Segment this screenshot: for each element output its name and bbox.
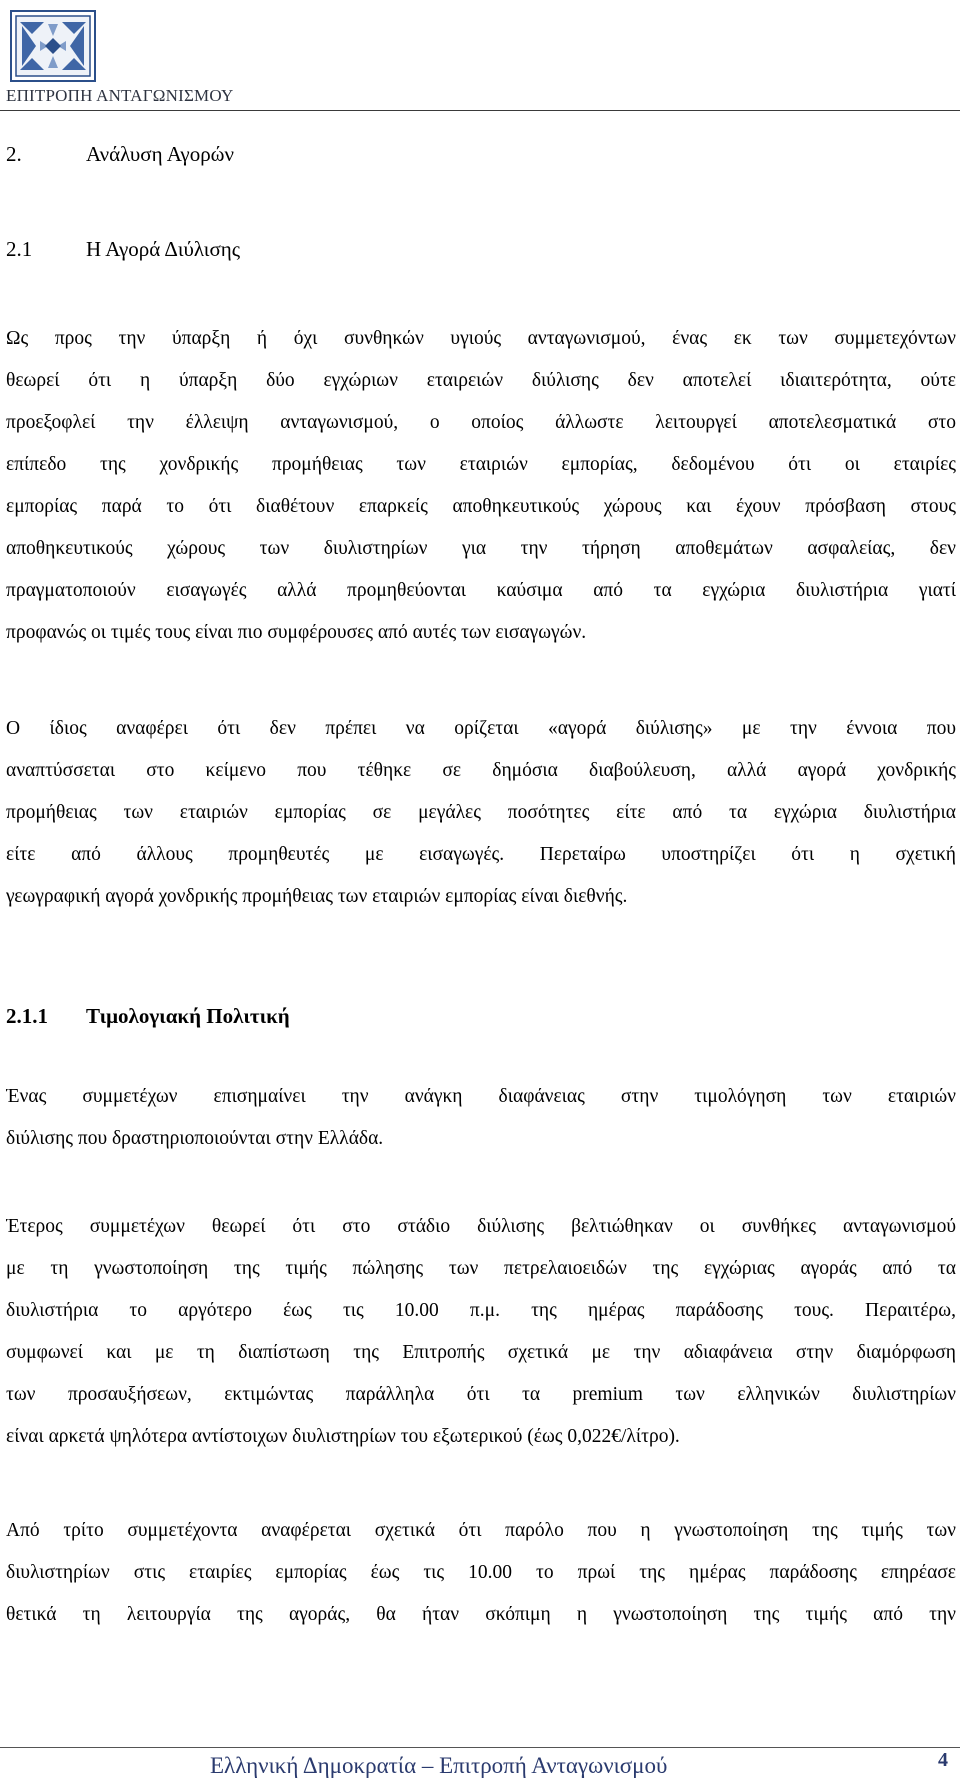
competition-commission-logo-icon	[10, 10, 96, 82]
paragraph-2	[6, 708, 956, 918]
paragraph-line: συμφωνεί και με τη διαπίστωση της Επιτροπής σχετικά με την αδιαφάνεια στην διαμόρφωση	[6, 1342, 956, 1363]
paragraph-line: θετικά τη λειτουργία της αγοράς, θα ήταν σκόπιμη η γνωστοποίηση της τιμής από την	[6, 1604, 956, 1625]
paragraph-line: Έτερος συμμετέχων θεωρεί ότι στο στάδιο διύλισης βελτιώθηκαν οι συνθήκες ανταγωνισμού	[6, 1216, 956, 1237]
paragraph-line: είναι αρκετά ψηλότερα αντίστοιχων διυλιστηρίων του εξωτερικού (έως 0,022€/λίτρο).	[6, 1426, 680, 1447]
footer-divider	[0, 1747, 960, 1748]
paragraph-line: με τη γνωστοποίηση της τιμής πώλησης των πετρελαιοειδών της εγχώριας αγοράς από τα	[6, 1258, 956, 1279]
paragraph-line: προφανώς οι τιμές τους είναι πιο συμφέρουσες από αυτές των εισαγωγών.	[6, 622, 587, 643]
page-header	[0, 0, 960, 112]
paragraph-line: πραγματοποιούν εισαγωγές αλλά προμηθεύονται καύσιμα από τα εγχώρια διυλιστήρια γιατί	[6, 580, 956, 601]
paragraph-line: γεωγραφική αγορά χονδρικής προμήθειας των εταιριών εμπορίας είναι διεθνής.	[6, 886, 628, 907]
paragraph-line: αποθηκευτικούς χώρους των διυλιστηρίων για την τήρηση αποθεμάτων ασφαλείας, δεν	[6, 538, 956, 559]
paragraph-line: διύλισης που δραστηριοποιούνται στην Ελλάδα.	[6, 1128, 384, 1149]
paragraph-line: διυλιστηρίων στις εταιρίες εμπορίας έως τις 10.00 το πρωί της ημέρας παράδοσης επηρέασε	[6, 1562, 956, 1583]
paragraph-line: εμπορίας παρά το ότι διαθέτουν επαρκείς αποθηκευτικούς χώρους και έχουν πρόσβαση στους	[6, 496, 956, 517]
section-number: 2.1	[6, 237, 33, 261]
paragraph-line: διυλιστήρια το αργότερο έως τις 10.00 π.μ. της ημέρας παράδοσης τους. Περαιτέρω,	[6, 1300, 956, 1321]
paragraph-line: Ο ίδιος αναφέρει ότι δεν πρέπει να ορίζεται «αγορά διύλισης» με την έννοια που	[6, 718, 956, 739]
paragraph-line: των προσαυξήσεων, εκτιμώντας παράλληλα ότι τα premium των ελληνικών διυλιστηρίων	[6, 1384, 956, 1405]
paragraph-line: επίπεδο της χονδρικής προμήθειας των εταιριών εμπορίας, δεδομένου ότι οι εταιρίες	[6, 454, 956, 475]
paragraph-5	[6, 1510, 956, 1636]
page-number: 4	[938, 1749, 948, 1771]
section-title: Η Αγορά Διύλισης	[86, 237, 241, 261]
paragraph-line: Από τρίτο συμμετέχοντα αναφέρεται σχετικά ότι παρόλο που η γνωστοποίηση της τιμής των	[6, 1520, 956, 1541]
paragraph-line: προμήθειας των εταιριών εμπορίας σε μεγάλες ποσότητες είτε από τα εγχώρια διυλιστήρια	[6, 802, 956, 823]
paragraph-line: αναπτύσσεται στο κείμενο που τέθηκε σε δημόσια διαβούλευση, αλλά αγορά χονδρικής	[6, 760, 956, 781]
section-title: Τιμολογιακή Πολιτική	[86, 1004, 290, 1028]
paragraph-1	[6, 318, 956, 654]
organization-name: ΕΠΙΤΡΟΠΗ ΑΝΤΑΓΩΝΙΣΜΟΥ	[6, 86, 234, 105]
section-number: 2.	[6, 142, 22, 166]
paragraph-line: προεξοφλεί την έλλειψη ανταγωνισμού, ο οποίος άλλωστε λειτουργεί αποτελεσματικά στο	[6, 412, 956, 433]
paragraph-line: θεωρεί ότι η ύπαρξη δύο εγχώριων εταιρειών διύλισης δεν αποτελεί ιδιαιτερότητα, ούτε	[6, 370, 956, 391]
section-title: Ανάλυση Αγορών	[86, 142, 234, 166]
header-divider	[0, 110, 960, 111]
section-heading-2	[6, 142, 234, 167]
section-heading-2-1-1	[6, 1004, 290, 1029]
paragraph-line: είτε από άλλους προμηθευτές με εισαγωγές. Περεταίρω υποστηρίζει ότι η σχετική	[6, 844, 956, 865]
section-number: 2.1.1	[6, 1004, 48, 1028]
paragraph-3	[6, 1076, 956, 1160]
paragraph-line: Ως προς την ύπαρξη ή όχι συνθηκών υγιούς ανταγωνισμού, ένας εκ των συμμετεχόντων	[6, 328, 956, 349]
paragraph-4	[6, 1206, 956, 1458]
footer-text: Ελληνική Δημοκρατία – Επιτροπή Ανταγωνισμού	[210, 1753, 668, 1778]
section-heading-2-1	[6, 237, 240, 262]
paragraph-line: Ένας συμμετέχων επισημαίνει την ανάγκη διαφάνειας στην τιμολόγηση των εταιριών	[6, 1086, 956, 1107]
